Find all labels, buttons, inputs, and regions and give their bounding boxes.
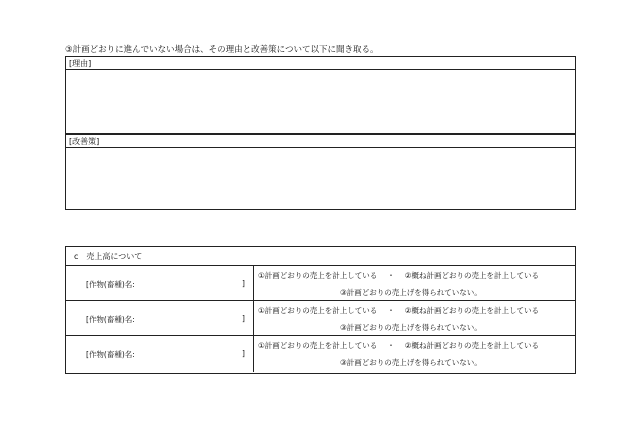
option-not-on-plan[interactable]: ③計画どおりの売上げを得られていない。 bbox=[340, 323, 482, 332]
sales-status-options bbox=[254, 301, 575, 335]
crop-name-bracket: ] bbox=[242, 349, 245, 358]
option-separator: ・ bbox=[387, 306, 395, 315]
option-on-plan[interactable]: ①計画どおりの売上を計上している bbox=[258, 271, 378, 280]
sales-table bbox=[65, 246, 576, 374]
table-row bbox=[66, 266, 575, 301]
table-row bbox=[66, 336, 575, 372]
reason-box bbox=[65, 56, 576, 134]
crop-name-label: [作物(畜種)名: bbox=[86, 280, 135, 289]
crop-name-cell[interactable] bbox=[66, 336, 254, 372]
crop-name-label: [作物(畜種)名: bbox=[86, 350, 135, 359]
option-separator: ・ bbox=[387, 271, 395, 280]
sales-status-options bbox=[254, 266, 575, 300]
crop-name-bracket: ] bbox=[242, 314, 245, 323]
option-on-plan[interactable]: ①計画どおりの売上を計上している bbox=[258, 306, 378, 315]
sales-table-title: c 売上高について bbox=[66, 247, 575, 266]
option-not-on-plan[interactable]: ③計画どおりの売上げを得られていない。 bbox=[340, 288, 482, 297]
option-mostly-on-plan[interactable]: ②概ね計画どおりの売上を計上している bbox=[404, 306, 539, 315]
option-not-on-plan[interactable]: ③計画どおりの売上げを得られていない。 bbox=[340, 358, 482, 367]
table-row bbox=[66, 301, 575, 336]
option-mostly-on-plan[interactable]: ②概ね計画どおりの売上を計上している bbox=[404, 341, 539, 350]
crop-name-bracket: ] bbox=[242, 279, 245, 288]
reason-entry-area[interactable] bbox=[66, 70, 575, 133]
option-separator: ・ bbox=[387, 341, 395, 350]
crop-name-cell[interactable] bbox=[66, 266, 254, 300]
sales-status-options bbox=[254, 336, 575, 372]
option-on-plan[interactable]: ①計画どおりの売上を計上している bbox=[258, 341, 378, 350]
improvement-box bbox=[65, 134, 576, 210]
reason-label: [理由] bbox=[66, 57, 575, 70]
option-mostly-on-plan[interactable]: ②概ね計画どおりの売上を計上している bbox=[404, 271, 539, 280]
improvement-entry-area[interactable] bbox=[66, 148, 575, 209]
crop-name-cell[interactable] bbox=[66, 301, 254, 335]
instruction-text: ③計画どおりに進んでいない場合は、その理由と改善策について以下に聞き取る。 bbox=[65, 45, 379, 55]
improvement-label: [改善策] bbox=[66, 135, 575, 148]
crop-name-label: [作物(畜種)名: bbox=[86, 315, 135, 324]
